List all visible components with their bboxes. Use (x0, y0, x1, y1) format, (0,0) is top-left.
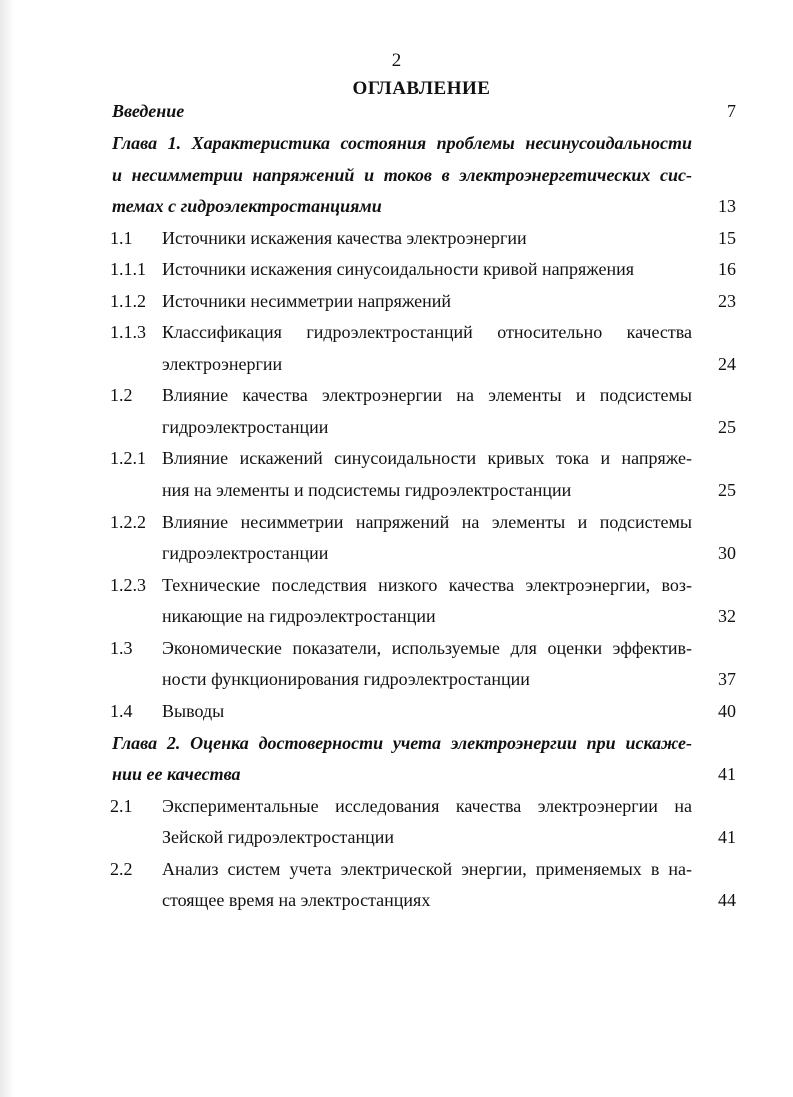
toc-title: ОГЛАВЛЕНИЕ (352, 78, 491, 99)
section-page: 15 (718, 228, 736, 248)
section-number: 1.2 (110, 385, 133, 405)
section-number: 2.2 (110, 859, 133, 879)
section-title: Экономические показатели, используемые для оценки эффектив- (162, 638, 692, 658)
section-title: Источники несимметрии напряжений (162, 291, 452, 311)
section-title-continued: ния на элементы и подсистемы гидроэлектростанции (162, 480, 572, 500)
section-title-continued: ности функционирования гидроэлектростанции (162, 669, 530, 689)
section-number: 1.2.1 (110, 448, 146, 468)
section-page: 24 (718, 354, 736, 374)
section-number: 1.1.3 (110, 322, 146, 342)
section-title-continued: стоящее время на электростанциях (162, 890, 431, 910)
chapter2-title-line2: нии ее качества (112, 764, 241, 784)
section-page: 25 (718, 417, 736, 437)
section-number: 1.2.3 (110, 575, 146, 595)
section-title: Источники искажения синусоидальности кривой напряжения (162, 259, 635, 279)
section-page: 32 (718, 606, 736, 626)
section-number: 1.1.2 (110, 291, 146, 311)
section-page: 37 (718, 669, 736, 689)
section-title: Влияние несимметрии напряжений на элементы и подсистемы (162, 512, 692, 532)
section-title: Влияние качества электроэнергии на элементы и подсистемы (162, 385, 692, 405)
page-number: 2 (391, 50, 402, 71)
section-title-continued: гидроэлектростанции (162, 417, 329, 437)
chapter1-page: 13 (718, 196, 736, 216)
section-page: 25 (718, 480, 736, 500)
section-title: Источники искажения качества электроэнергии (162, 228, 527, 248)
section-title-continued: никающие на гидроэлектростанции (162, 606, 436, 626)
chapter2-title-line1: Глава 2. Оценка достоверности учета электроэнергии при искаже- (112, 733, 692, 753)
section-number: 1.3 (110, 638, 133, 658)
section-title: Технические последствия низкого качества электроэнергии, воз- (162, 575, 692, 595)
section-number: 1.1 (110, 228, 133, 248)
section-page: 44 (718, 890, 736, 910)
section-title: Влияние искажений синусоидальности кривых тока и напряже- (162, 448, 692, 468)
section-title-continued: Зейской гидроэлектростанции (162, 827, 394, 847)
section-title: Классификация гидроэлектростанций относительно качества (162, 322, 692, 342)
section-number: 2.1 (110, 796, 133, 816)
chapter1-title-line3: темах с гидроэлектростанциями (112, 196, 382, 216)
section-title: Экспериментальные исследования качества электроэнергии на (162, 796, 692, 816)
section-title-continued: гидроэлектростанции (162, 543, 329, 563)
section-page: 23 (718, 291, 736, 311)
section-title-continued: электроэнергии (162, 354, 283, 374)
section-page: 41 (718, 827, 736, 847)
section-number: 1.2.2 (110, 512, 146, 532)
toc-intro-label: Введение (112, 101, 185, 121)
chapter1-title-line2: и несимметрии напряжений и токов в электроэнергетических сис- (112, 165, 692, 185)
section-title: Выводы (162, 701, 225, 721)
chapter1-title-line1: Глава 1. Характеристика состояния проблемы несинусоидальности (112, 133, 692, 153)
section-page: 30 (718, 543, 736, 563)
section-page: 40 (718, 701, 736, 721)
section-number: 1.1.1 (110, 259, 146, 279)
chapter2-page: 41 (718, 764, 736, 784)
toc-intro-page: 7 (727, 101, 736, 121)
scan-edge-shadow (0, 0, 14, 1097)
section-title: Анализ систем учета электрической энергии, применяемых в на- (162, 859, 692, 879)
section-number: 1.4 (110, 701, 133, 721)
section-page: 16 (718, 259, 736, 279)
